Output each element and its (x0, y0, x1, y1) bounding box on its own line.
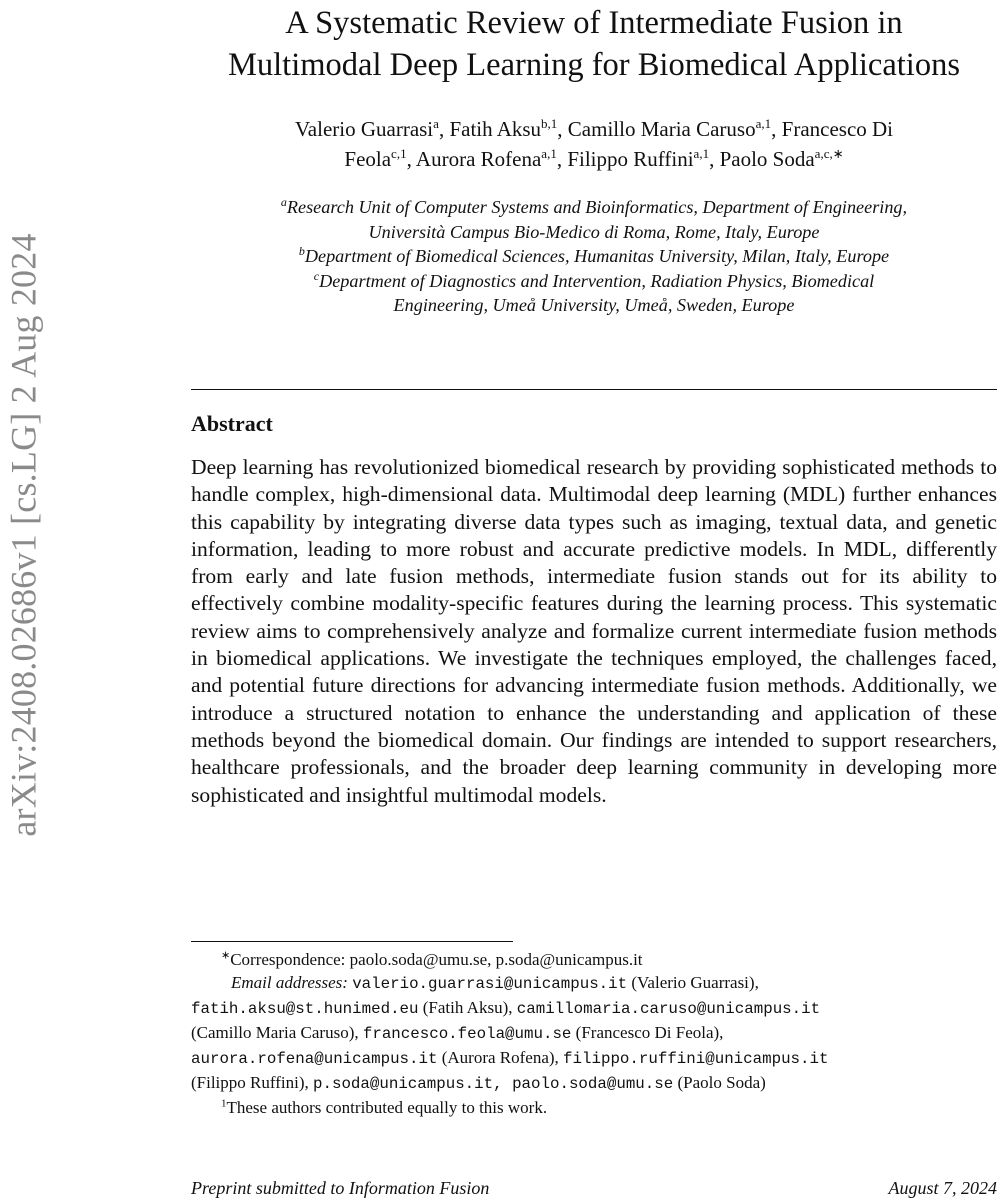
author-separator: , (406, 147, 416, 171)
affiliation-mark: c (313, 268, 320, 283)
author-affiliation-mark: a,1 (541, 146, 557, 161)
footnote-mark: ∗ (221, 949, 231, 962)
correspondence-text: Correspondence: paolo.soda@umu.se, p.soda@unicampus.it (230, 950, 643, 969)
author-name: Francesco Di (781, 117, 894, 141)
author-affiliation-mark: a,1 (693, 146, 710, 161)
email-link[interactable]: camillomaria.caruso@unicampus.it (516, 1000, 821, 1018)
author-affiliation-mark: a,c,∗ (814, 146, 844, 161)
affiliation-mark: a (280, 194, 287, 209)
email-link[interactable]: valerio.guarrasi@unicampus.it (352, 975, 628, 993)
author-name: Paolo Soda (719, 147, 815, 171)
author-affiliation-mark: b,1 (541, 116, 558, 131)
correspondence-note (191, 948, 997, 971)
page-footer (191, 1178, 997, 1199)
email-owner: (Valerio Guarrasi), (631, 973, 759, 992)
abstract-text: Deep learning has revolutionized biomedical research by providing sophisticated methods to handle complex, high-dimensional data. Multimodal deep learning (MDL) further enhances this capability by integrating diverse data types such as imaging, textual data, and genetic information, leading to more robust and accurate predictive models. In MDL, differently from early and late fusion methods, intermediate fusion stands out for its ability to effectively combine modality-specific features during the learning process. This systematic review aims to comprehensively analyze and formalize current intermediate fusion methods in biomedical applications. We investigate the techniques employed, the challenges faced, and potential future directions for advancing intermediate fusion methods. Additionally, we introduce a structured notation to enhance the understanding and application of these methods beyond the biomedical domain. Our findings are intended to support researchers, healthcare professionals, and the broader deep learning community in developing more sophisticated and insightful multimodal models. (191, 455, 997, 807)
arxiv-identifier: arXiv:2408.02686v1 [cs.LG] 2 Aug 2024 (4, 233, 44, 837)
equal-contribution-note (191, 1096, 997, 1119)
email-owner: (Fatih Aksu), (422, 998, 513, 1017)
footnote-rule (191, 941, 513, 942)
author-affiliation-mark: c,1 (391, 146, 407, 161)
affiliation-line: Engineering, Umeå University, Umeå, Sweden, Europe (393, 295, 795, 315)
author-name: Fatih Aksu (449, 117, 542, 141)
email-owner: (Paolo Soda) (677, 1073, 766, 1092)
affiliation-line: Department of Biomedical Sciences, Humanitas University, Milan, Italy, Europe (304, 246, 890, 266)
author-separator: , (438, 117, 450, 141)
affiliation-line: Università Campus Bio-Medico di Roma, Rome, Italy, Europe (368, 221, 820, 242)
abstract-top-rule (191, 389, 997, 390)
email-link[interactable]: francesco.feola@umu.se (362, 1025, 572, 1043)
arxiv-sidebar-stamp (2, 180, 46, 890)
author-name: Camillo Maria Caruso (567, 117, 756, 141)
author-name: Feola (344, 147, 392, 171)
footer-journal: Preprint submitted to Information Fusion (191, 1178, 490, 1198)
email-link[interactable]: fatih.aksu@st.hunimed.eu (191, 1000, 419, 1018)
email-link[interactable]: p.soda@unicampus.it, paolo.soda@umu.se (313, 1075, 674, 1093)
author-separator: , (556, 147, 568, 171)
title-line-2: Multimodal Deep Learning for Biomedical Applications (228, 47, 960, 83)
email-owner: (Francesco Di Feola), (575, 1023, 724, 1042)
author-name: Valerio Guarrasi (294, 117, 434, 141)
email-owner: (Camillo Maria Caruso), (191, 1023, 359, 1042)
email-link[interactable]: aurora.rofena@unicampus.it (191, 1050, 438, 1068)
author-name: Aurora Rofena (415, 147, 542, 171)
author-separator: , (557, 117, 568, 141)
author-affiliation-mark: a (433, 116, 439, 131)
equal-contribution-text: These authors contributed equally to this work. (226, 1098, 548, 1117)
title-line-1: A Systematic Review of Intermediate Fusion in (285, 5, 903, 41)
email-owner: (Filippo Ruffini), (191, 1073, 309, 1092)
affiliation-line: Department of Diagnostics and Intervention, Radiation Physics, Biomedical (319, 270, 875, 291)
email-label: Email addresses: (231, 973, 348, 992)
affiliation-mark: b (298, 243, 305, 258)
author-affiliation-mark: a,1 (755, 116, 772, 131)
author-separator: , (709, 147, 720, 171)
author-name: Filippo Ruffini (567, 147, 694, 171)
author-list (191, 114, 997, 174)
email-addresses (191, 971, 997, 1096)
footnotes (191, 948, 997, 1119)
email-link[interactable]: filippo.ruffini@unicampus.it (563, 1050, 829, 1068)
author-separator: , (771, 117, 782, 141)
footer-date: August 7, 2024 (888, 1178, 997, 1198)
paper-title (191, 2, 997, 86)
email-owner: (Aurora Rofena), (441, 1048, 559, 1067)
footnote-mark: 1 (221, 1097, 227, 1110)
affiliation-list (191, 195, 997, 318)
abstract-heading: Abstract (191, 411, 273, 436)
affiliation-line: Research Unit of Computer Systems and Bioinformatics, Department of Engineering, (286, 197, 908, 217)
